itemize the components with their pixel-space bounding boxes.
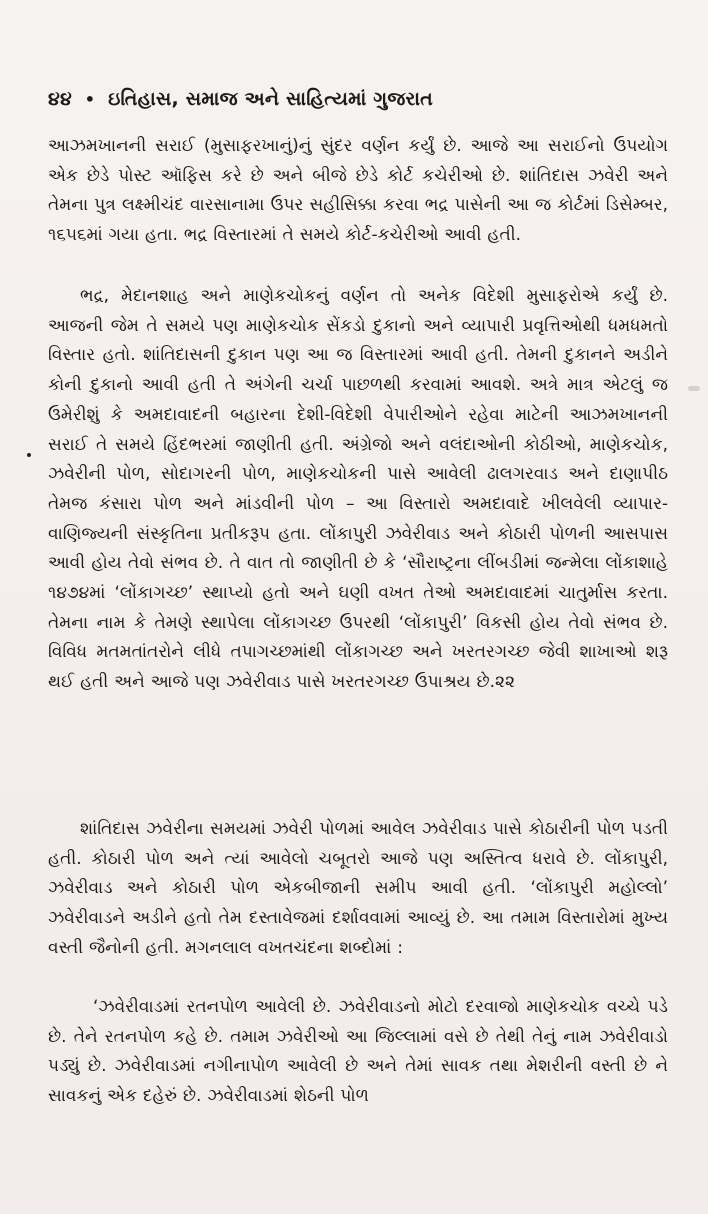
running-header: [48, 88, 433, 110]
paper-mark: [688, 386, 700, 391]
book-title: ઇતિહાસ, સમાજ અને સાહિત્યમાં ગુજરાત: [108, 88, 433, 110]
page-number: ૪૪: [48, 88, 72, 110]
ink-dot: [27, 453, 31, 457]
paragraph-3: શાંતિદાસ ઝવેરીના સમયમાં ઝવેરી પોળમાં આવેલ ઝવેરીવાડ પાસે કોઠારીની પોળ પડતી હતી. કોઠારી પોળ અને ત્યાં આવેલો ચબૂતરો આજે પણ અસ્તિત્વ ધરાવે છે. લોંકાપુરી, ઝવેરીવાડ અને કોઠારી પોળ એકબીજાની સમીપ આવી હતી. ‘લોંકાપુરી મહોલ્લો’ ઝવેરીવાડને અડીને હતો તેમ દસ્તાવેજમાં દર્શાવવામાં આવ્યું છે. આ તમામ વિસ્તારોમાં મુખ્ય વસ્તી જૈનોની હતી. મગનલાલ વખતચંદના શબ્દોમાં :: [48, 819, 668, 958]
header-bullet: •: [84, 90, 96, 109]
paragraph-1: આઝમખાનની સરાઈ (મુસાફરખાનું)નું સુંદર વર્ણન કર્યું છે. આજે આ સરાઈનો ઉપયોગ એક છેડે પોસ્ટ ઑફિસ કરે છે અને બીજે છેડે કોર્ટ કચેરીઓ છે. શાંતિદાસ ઝવેરી અને તેમના પુત્ર લક્ષ્મીચંદ વારસાનામા ઉપર સહીસિક્કા કરવા ભદ્ર પાસેની આ જ કોર્ટમાં ડિસેમ્બર, ૧૬૫૬માં ગયા હતા. ભદ્ર વિસ્તારમાં તે સમયે કોર્ટ-કચેરીઓ આવી હતી.: [48, 136, 668, 246]
quotation-paragraph: ‘ઝવેરીવાડમાં રતનપોળ આવેલી છે. ઝવેરીવાડનો મોટો દરવાજો માણેકચોક વચ્ચે પડે છે. તેને રતનપોળ કહે છે. તમામ ઝવેરીઓ આ જિલ્લામાં વસે છે તેથી તેનું નામ ઝવેરીવાડો પડ્યું છે. ઝવેરીવાડમાં નગીનાપોળ આવેલી છે અને તેમાં સાવક તથા મેશરીની વસ્તી છે ને સાવકનું એક દહેરું છે. ઝવેરીવાડમાં શેઠની પોળ: [48, 997, 668, 1107]
paragraph-2: ભદ્ર, મેદાનશાહ અને માણેકચોકનું વર્ણન તો અનેક વિદેશી મુસાફરોએ કર્યું છે. આજની જેમ તે સમયે પણ માણેકચોક સેંકડો દુકાનો અને વ્યાપારી પ્રવૃત્તિઓથી ધમધમતો વિસ્તાર હતો. શાંતિદાસની દુકાન પણ આ જ વિસ્તારમાં આવી હતી. તેમની દુકાનને અડીને કોની દુકાનો આવી હતી તે અંગેની ચર્ચા પાછળથી કરવામાં આવશે. અત્રે માત્ર એટલું જ ઉમેરીશું કે અમદાવાદની બહારના દેશી-વિદેશી વેપારીઓને રહેવા માટેની આઝમખાનની સરાઈ તે સમયે હિંદભરમાં જાણીતી હતી. અંગ્રેજો અને વલંદાઓની કોઠીઓ, માણેકચોક, ઝવેરીની પોળ, સોદાગરની પોળ, માણેકચોકની પાસે આવેલી ઢાલગરવાડ અને દાણાપીઠ તેમજ કંસારા પોળ અને માંડવીની પોળ – આ વિસ્તારો અમદાવાદે ખીલવેલી વ્યાપાર-વાણિજ્યની સંસ્કૃતિના પ્રતીકરૂપ હતા. લોંકાપુરી ઝવેરીવાડ અને કોઠારી પોળની આસપાસ આવી હોય તેવો સંભવ છે. તે વાત તો જાણીતી છે કે ‘સૌરાષ્ટ્રના લીંબડીમાં જન્મેલા લોંકાશાહે ૧૪૭૪માં ‘લોંકાગચ્છ’ સ્થાપ્યો હતો અને ઘણી વખત તેઓ અમદાવાદમાં ચાતુર્માસ કરતા. તેમના નામ કે તેમણે સ્થાપેલા લોંકાગચ્છ ઉપરથી ‘લોંકાપુરી’ વિકસી હોય તેવો સંભવ છે. વિવિધ મતમતાંતરોને લીધે તપાગચ્છમાંથી લોંકાગચ્છ અને ખરતરગચ્છ જેવી શાખાઓ શરૂ થઈ હતી અને આજે પણ ઝવેરીવાડ પાસે ખરતરગચ્છ ઉપાશ્રય છે.૨૨: [48, 286, 668, 693]
